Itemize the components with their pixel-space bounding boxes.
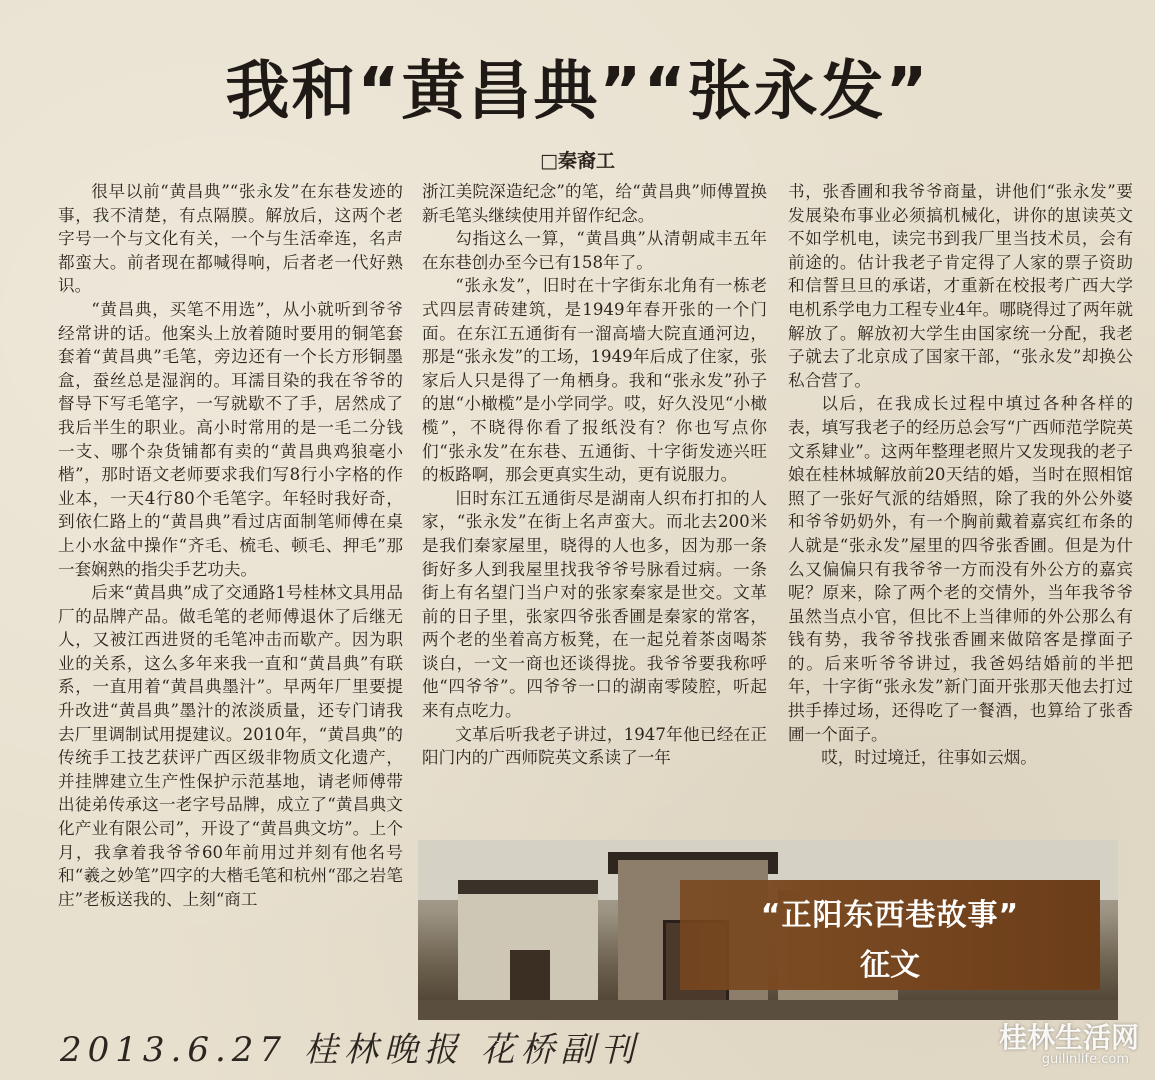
paragraph: 后来“黄昌典”成了交通路1号桂林文具用品厂的品牌产品。做毛笔的老师傅退休了后继无人，又被江西进贤的毛笔冲击而歇产。因为职业的关系，这么多年来我一直和“黄昌典”有联系，一直用着“黄昌典墨汁”。早两年厂里要提升改进“黄昌典”墨汁的浓淡质量，还专门请我去厂里调制试用提建议。2010年，“黄昌典”的传统手工技艺获评广西区级非物质文化遗产，并挂牌建立生产性保护示范基地，请老师傅带出徒弟传承这一老字号品牌，成立了“黄昌典文化产业有限公司”，开设了“黄昌典文坊”。上个月，我拿着我爷爷60年前用过并刻有他名号和“羲之妙笔”四字的大楷毛笔和杭州“邵之岩笔庄”老板送我的、上刻“商工 <box>58 583 403 909</box>
banner-subtitle: 征文 <box>860 948 920 983</box>
paragraph: 书，张香圃和我爷爷商量，讲他们“张永发”要发展染布事业必须搞机械化，讲你的崽读英文不如学机电，读完书到我厂里当技术员，会有前途的。估计我老子肯定得了人家的票子资助和信誓旦旦的承诺，才重新在校报考广西大学电机系学电力工程专业4年。哪晓得过了两年就解放了。解放初大学生由国家统一分配，我老子就去了北京成了国家干部，“张永发”却换公私合营了。 <box>788 182 1133 390</box>
watermark-logo: 桂林生活网 <box>998 1021 1139 1054</box>
paragraph: 浙江美院深造纪念”的笔，给“黄昌典”师傅置换新毛笔头继续使用并留作纪念。 <box>422 182 767 225</box>
paragraph: 很早以前“黄昌典”“张永发”在东巷发迹的事，我不清楚，有点隔膜。解放后，这两个老字号一个与文化有关，一个与生活牵连，名声都蛮大。前者现在都喊得响，后者老一代好熟识。 <box>58 182 403 296</box>
paragraph: 勾指这么一算，“黄昌典”从清朝咸丰五年在东巷创办至今已有158年了。 <box>422 229 767 272</box>
paragraph: “黄昌典，买笔不用选”，从小就听到爷爷经常讲的话。他案头上放着随时要用的铜笔套套着“黄昌典”毛笔，旁边还有一个长方形铜墨盒，蚕丝总是湿润的。耳濡目染的我在爷爷的督导下写毛笔字，一写就歇不了手，居然成了我后半生的职业。高小时常用的是一毛二分钱一支、哪个杂货铺都有卖的“黄昌典鸡狼毫小楷”，那时语文老师要求我们写8行小字格的作业本，一天4行80个毛笔字。年轻时我好奇，到依仁路上的“黄昌典”看过店面制笔师傅在桌上小水盆中操作“齐毛、梳毛、顿毛、押毛”那一套娴熟的指尖手艺功夫。 <box>58 299 403 579</box>
byline: □秦裔工 <box>540 150 615 172</box>
watermark-url: guilinlife.com <box>1041 1052 1129 1067</box>
banner-title: “正阳东西巷故事” <box>760 898 1020 933</box>
paragraph: 文革后听我老子讲过，1947年他已经在正阳门内的广西师院英文系读了一年 <box>422 724 767 768</box>
article-column-3 <box>788 180 1133 830</box>
paragraph: 旧时东江五通街尽是湖南人织布打扣的人家，“张永发”在街上名声蛮大。而北去200米是我们秦家屋里，晓得的人也多，因为那一条街好多人到我屋里找我爷爷号脉看过病。一条街上有名望门当户对的张家秦家是世交。文革前的日子里，张家四爷张香圃是秦家的常客，两个老的坐着高方板凳，在一起兑着茶卤喝茶谈白，一文一商也还谈得拢。我爷爷要我称呼他“四爷爷”。四爷爷一口的湖南零陵腔，听起来有点吃力。 <box>422 488 767 721</box>
paragraph: 哎，时过境迁，往事如云烟。 <box>821 748 1037 768</box>
article-column-2 <box>422 180 767 768</box>
headline: 我和“黄昌典”“张永发” <box>225 55 930 129</box>
article-column-1 <box>58 180 403 1020</box>
essay-call-banner <box>680 880 1100 990</box>
handwritten-note: 2013.6.27 桂林晚报 花桥副刊 <box>60 1030 641 1070</box>
paragraph: “张永发”，旧时在十字街东北角有一栋老式四层青砖建筑，是1949年春开张的一个门面。在东江五通街有一溜高墙大院直通河边，那是“张永发”的工场，1949年后成了住家，张家后人只是得了一角栖身。我和“张永发”孙子的崽“小橄榄”是小学同学。哎，好久没见“小橄榄”，不晓得你看了报纸没有？你也写点你们“张永发”在东巷、五通街、十字街发迹兴旺的板路啊，那会更真实生动，更有说服力。 <box>422 276 767 485</box>
paragraph: 以后，在我成长过程中填过各种各样的表，填写我老子的经历总会写“广西师范学院英文系肄业”。这两年整理老照片又发现我的老子娘在桂林城解放前20天结的婚，当时在照相馆照了一张好气派的结婚照，除了我的外公外婆和爷爷奶奶外，有一个胸前戴着嘉宾红布条的人就是“张永发”屋里的四爷张香圃。但是为什么又偏偏只有我爷爷一方而没有外公方的嘉宾呢？原来，除了两个老的交情外，当年我爷爷虽然当点小官，但比不上当律师的外公那么有钱有势，我爷爷找张香圃来做陪客是撑面子的。后来听爷爷讲过，我爸妈结婚前的半把年，十字街“张永发”新门面开张那天他去打过拱手捧过场，还得吃了一餐酒，也算给了张香圃一个面子。 <box>788 394 1133 744</box>
